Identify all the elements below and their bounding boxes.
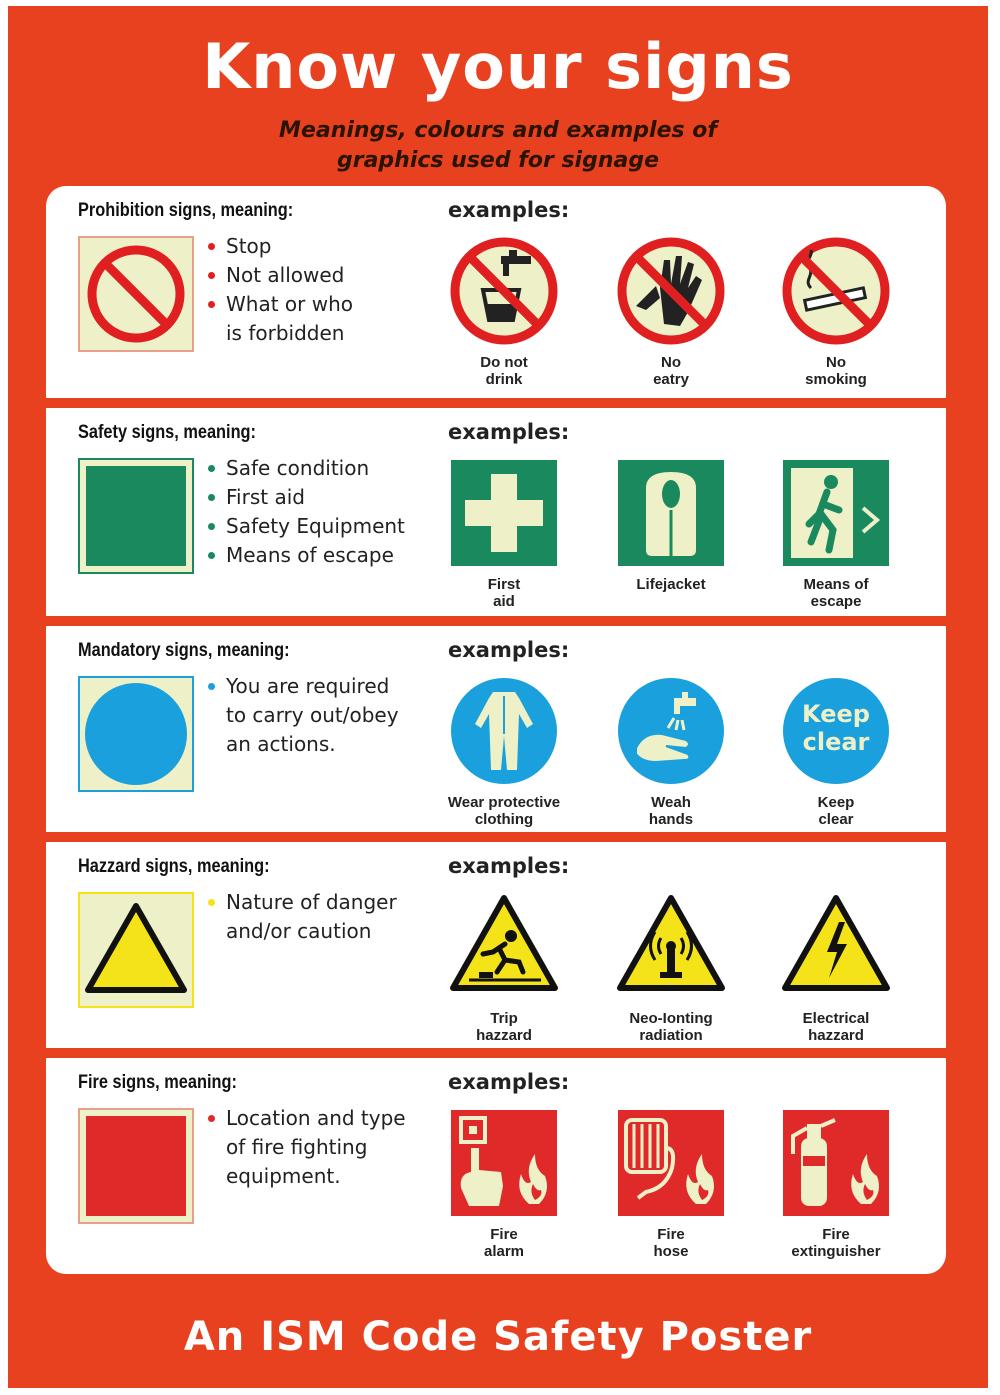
examples-label: examples:	[448, 198, 570, 222]
no-entry-hand-icon	[616, 236, 726, 346]
example-no-smoking	[766, 236, 906, 388]
mandatory-swatch-icon	[78, 676, 194, 792]
example-label: Do not drink	[480, 354, 528, 388]
example-label: First aid	[487, 576, 521, 610]
example-protective-clothing	[434, 676, 574, 828]
meaning-item: Safety Equipment	[206, 512, 446, 541]
meaning-item: Stop	[206, 232, 446, 261]
example-fire-alarm	[434, 1108, 574, 1260]
poster	[8, 6, 988, 1388]
example-label: Weah hands	[648, 794, 694, 828]
example-fire-hose	[601, 1108, 741, 1260]
example-lifejacket	[601, 458, 741, 593]
example-label: Fire extinguisher	[791, 1226, 881, 1260]
safety-swatch-icon	[78, 458, 194, 574]
safety-section	[46, 408, 946, 616]
example-label: No eatry	[653, 354, 689, 388]
svg-text:clear: clear	[802, 728, 870, 756]
no-drinking-icon	[449, 236, 559, 346]
example-label: Fire hose	[653, 1226, 689, 1260]
examples-label: examples:	[448, 420, 570, 444]
example-label: Electrical hazzard	[802, 1010, 870, 1044]
example-wash-hands	[601, 676, 741, 828]
running-man-exit-icon	[781, 458, 891, 568]
example-label: Lifejacket	[636, 576, 706, 593]
meaning-list	[206, 1104, 446, 1191]
section-heading: Fire signs, meaning:	[78, 1072, 237, 1093]
example-label: No smoking	[805, 354, 867, 388]
keep-clear-icon	[781, 676, 891, 786]
no-smoking-icon	[781, 236, 891, 346]
meaning-item: Means of escape	[206, 541, 446, 570]
radiation-icon	[616, 892, 726, 1002]
example-label: Neo-Ionting radiation	[629, 1010, 713, 1044]
fire-section	[46, 1058, 946, 1274]
example-label: Keep clear	[817, 794, 855, 828]
meaning-item: What or who is forbidden	[206, 290, 446, 348]
first-aid-cross-icon	[449, 458, 559, 568]
example-label: Fire alarm	[483, 1226, 525, 1260]
fire-alarm-icon	[449, 1108, 559, 1218]
example-do-not-drink	[434, 236, 574, 388]
meaning-list	[206, 454, 446, 570]
meaning-list	[206, 672, 446, 759]
svg-text:Keep: Keep	[802, 700, 870, 728]
examples-label: examples:	[448, 1070, 570, 1094]
poster-footer: An ISM Code Safety Poster	[183, 1314, 813, 1360]
lifejacket-icon	[616, 458, 726, 568]
section-heading: Mandatory signs, meaning:	[78, 640, 290, 661]
protective-clothing-icon	[449, 676, 559, 786]
example-means-of-escape	[766, 458, 906, 610]
meaning-list	[206, 232, 446, 348]
section-heading: Hazzard signs, meaning:	[78, 856, 270, 877]
prohibition-section	[46, 186, 946, 398]
examples-label: examples:	[448, 854, 570, 878]
example-label: Trip hazzard	[476, 1010, 532, 1044]
example-radiation	[601, 892, 741, 1044]
mandatory-section	[46, 626, 946, 832]
meaning-item: Nature of danger and/or caution	[206, 888, 446, 946]
prohibition-swatch-icon	[78, 236, 194, 352]
fire-extinguisher-icon	[781, 1108, 891, 1218]
meaning-item: You are required to carry out/obey an actions.	[206, 672, 446, 759]
example-first-aid	[434, 458, 574, 610]
examples-label: examples:	[448, 638, 570, 662]
hazard-section	[46, 842, 946, 1048]
electrical-hazard-icon	[781, 892, 891, 1002]
meaning-item: Safe condition	[206, 454, 446, 483]
meaning-item: First aid	[206, 483, 446, 512]
example-keep-clear	[766, 676, 906, 828]
poster-subtitle: Meanings, colours and examples of graphics used for signage	[279, 118, 717, 173]
meaning-item: Not allowed	[206, 261, 446, 290]
example-label: Means of escape	[803, 576, 869, 610]
poster-title: Know your signs	[202, 30, 794, 103]
example-label: Wear protective clothing	[447, 794, 561, 828]
example-no-entry	[601, 236, 741, 388]
meaning-item: Location and type of fire fighting equipment.	[206, 1104, 446, 1191]
example-electrical-hazard	[766, 892, 906, 1044]
section-heading: Prohibition signs, meaning:	[78, 200, 294, 221]
hazard-swatch-icon	[78, 892, 194, 1008]
fire-hose-icon	[616, 1108, 726, 1218]
meaning-list	[206, 888, 446, 946]
wash-hands-icon	[616, 676, 726, 786]
trip-hazard-icon	[449, 892, 559, 1002]
section-heading: Safety signs, meaning:	[78, 422, 256, 443]
fire-swatch-icon	[78, 1108, 194, 1224]
example-fire-extinguisher	[766, 1108, 906, 1260]
example-trip-hazard	[434, 892, 574, 1044]
